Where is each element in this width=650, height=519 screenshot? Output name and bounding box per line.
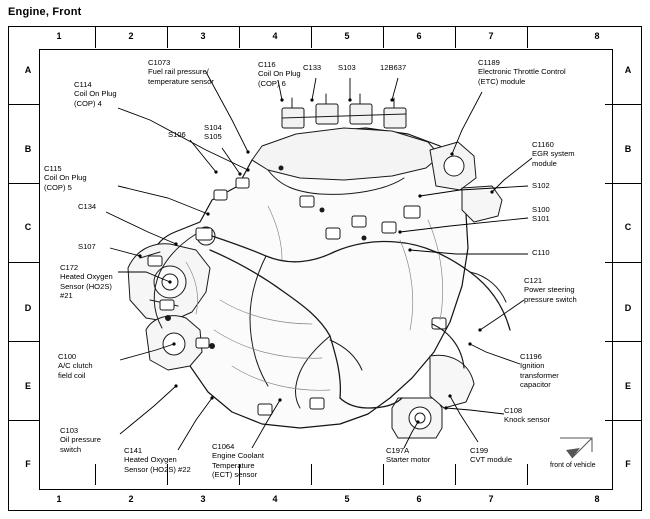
row-letter-left-e: E [24, 381, 31, 391]
callout-c133: C133 [303, 63, 322, 72]
row-letter-right-e: E [624, 381, 631, 391]
callout-c114: C114 Coil On Plug (COP) 4 [74, 80, 117, 108]
front-of-vehicle-label: front of vehicle [550, 462, 596, 469]
col-number-bottom-4: 4 [272, 494, 278, 504]
col-number-top-7: 7 [488, 31, 494, 41]
callout-s107: S107 [78, 242, 96, 251]
callout-c116: C116 Coil On Plug (COP) 6 [258, 60, 301, 88]
row-letter-left-d: D [24, 303, 32, 313]
callout-c172: C172 Heated Oxygen Sensor (HO2S) #21 [60, 263, 113, 301]
col-number-bottom-1: 1 [56, 494, 62, 504]
callout-s100-s101: S100 S101 [532, 205, 550, 224]
callout-c1196: C1196 Ignition transformer capacitor [520, 352, 559, 390]
callout-c1073: C1073 Fuel rail pressure/ temperature sensor [148, 58, 214, 86]
col-number-top-2: 2 [128, 31, 134, 41]
row-letter-right-b: B [624, 144, 632, 154]
callout-c100: C100 A/C clutch field coil [58, 352, 93, 380]
callout-c110: C110 [532, 248, 550, 257]
callout-c141: C141 Heated Oxygen Sensor (HO2S) #22 [124, 446, 191, 474]
col-number-top-3: 3 [200, 31, 206, 41]
callout-c103: C103 Oil pressure switch [60, 426, 101, 454]
callout-c197a: C197A Starter motor [386, 446, 431, 465]
callout-s103: S103 [338, 63, 356, 72]
col-number-top-5: 5 [344, 31, 350, 41]
callout-s102: S102 [532, 181, 550, 190]
col-number-top-8: 8 [594, 31, 600, 41]
callout-c1160: C1160 EGR system module [532, 140, 575, 168]
col-number-bottom-5: 5 [344, 494, 350, 504]
page-title: Engine, Front [8, 6, 82, 18]
row-letter-left-c: C [24, 222, 32, 232]
callout-c134: C134 [78, 202, 97, 211]
col-number-bottom-8: 8 [594, 494, 600, 504]
col-number-bottom-2: 2 [128, 494, 134, 504]
row-letter-left-f: F [25, 459, 31, 469]
row-letter-right-c: C [624, 222, 632, 232]
col-number-top-6: 6 [416, 31, 422, 41]
col-number-top-1: 1 [56, 31, 62, 41]
callout-c1189: C1189 Electronic Throttle Control (ETC) module [478, 58, 566, 86]
col-number-top-4: 4 [272, 31, 278, 41]
callout-c108: C108 Knock sensor [504, 406, 551, 425]
callout-c199: C199 CVT module [470, 446, 513, 465]
callout-c115: C115 Coil On Plug (COP) 5 [44, 164, 87, 192]
col-number-bottom-3: 3 [200, 494, 206, 504]
callout-s106: S106 [168, 130, 186, 139]
callout-12b637: 12B637 [380, 63, 407, 72]
col-number-bottom-6: 6 [416, 494, 422, 504]
row-letter-left-a: A [24, 65, 32, 75]
row-letter-right-a: A [624, 65, 632, 75]
row-letter-right-f: F [625, 459, 631, 469]
col-number-bottom-7: 7 [488, 494, 494, 504]
row-letter-right-d: D [624, 303, 632, 313]
callout-c121: C121 Power steering pressure switch [524, 276, 577, 304]
row-letter-left-b: B [24, 144, 32, 154]
callout-s104-s105: S104 S105 [204, 123, 222, 142]
callout-c1064: C1064 Engine Coolant Temperature (ECT) sensor [212, 442, 264, 480]
